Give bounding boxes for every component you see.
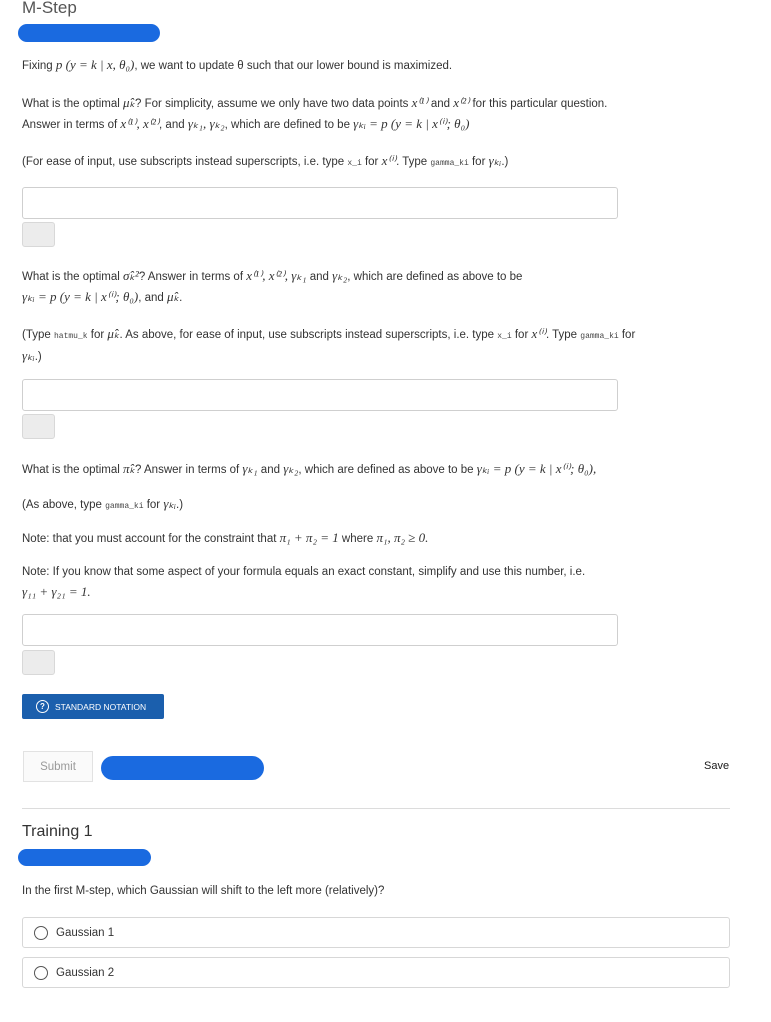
section-divider — [22, 808, 730, 809]
q1-preview-button[interactable] — [22, 222, 55, 247]
submit-button[interactable]: Submit — [23, 751, 93, 782]
redaction-mark — [18, 849, 151, 866]
redaction-mark — [18, 24, 160, 42]
choice-gaussian-2[interactable]: Gaussian 2 — [22, 957, 730, 988]
intro-text: Fixing p (y = k | x, θ₀), we want to update θ such that our lower bound is maximized. — [22, 57, 453, 72]
redaction-mark — [101, 756, 264, 780]
q3-note-constraint: Note: that you must account for the constraint that π₁ + π₂ = 1 where π₁, π₂ ≥ 0. — [22, 530, 429, 545]
q3-answer-input[interactable] — [22, 614, 618, 646]
q3-preview-button[interactable] — [22, 650, 55, 675]
choice-gaussian-1[interactable]: Gaussian 1 — [22, 917, 730, 948]
q3-note-constant: Note: If you know that some aspect of your formula equals an exact constant, simplify and use this number, i.e. γ₁₁ + γ₂₁ = 1. — [22, 566, 586, 599]
q1-prompt: What is the optimal μ̂ₖ? For simplicity, assume we only have two data points x⁽¹⁾ and x⁽²⁾ for this particular question. Answer in terms of x⁽¹⁾, x⁽²⁾, and γₖ₁, γₖ₂, which are defined to be γₖᵢ = p (y = k | x⁽ⁱ⁾; θ₀) — [22, 95, 608, 131]
section-heading: Training 1 — [22, 823, 93, 840]
q1-hint: (For ease of input, use subscripts instead superscripts, i.e. type x_i for x⁽ⁱ⁾. Type gamma_ki for γₖᵢ.) — [22, 153, 509, 168]
radio-button[interactable] — [34, 926, 48, 940]
page-title: M-Step — [22, 0, 77, 17]
save-button[interactable]: Save — [704, 760, 730, 772]
q3-hint: (As above, type gamma_ki for γₖᵢ.) — [22, 496, 184, 511]
help-circle-icon: ? — [36, 700, 49, 713]
q2-hint: (Type hatmu_k for μ̂ₖ. As above, for ease of input, use subscripts instead superscripts, i.e. type x_i for x⁽ⁱ⁾. Type gamma_ki for γₖᵢ.) — [22, 326, 636, 363]
q1-answer-input[interactable] — [22, 187, 618, 219]
q2-answer-input[interactable] — [22, 379, 618, 411]
standard-notation-button[interactable]: ? STANDARD NOTATION — [22, 694, 164, 719]
q2-prompt: What is the optimal σ̂ₖ²? Answer in terms of x⁽¹⁾, x⁽²⁾, γₖ₁ and γₖ₂, which are defined as above to be γₖᵢ = p (y = k | x⁽ⁱ⁾; θ₀), and μ̂ₖ. — [22, 268, 523, 304]
q2-preview-button[interactable] — [22, 414, 55, 439]
q3-prompt: What is the optimal π̂ₖ? Answer in terms of γₖ₁ and γₖ₂, which are defined as above to be γₖᵢ = p (y = k | x⁽ⁱ⁾; θ₀), — [22, 461, 597, 476]
training-question: In the first M-step, which Gaussian will shift to the left more (relatively)? — [22, 885, 385, 897]
intro-math: p (y = k | x, θ₀) — [55, 57, 135, 72]
radio-button[interactable] — [34, 966, 48, 980]
